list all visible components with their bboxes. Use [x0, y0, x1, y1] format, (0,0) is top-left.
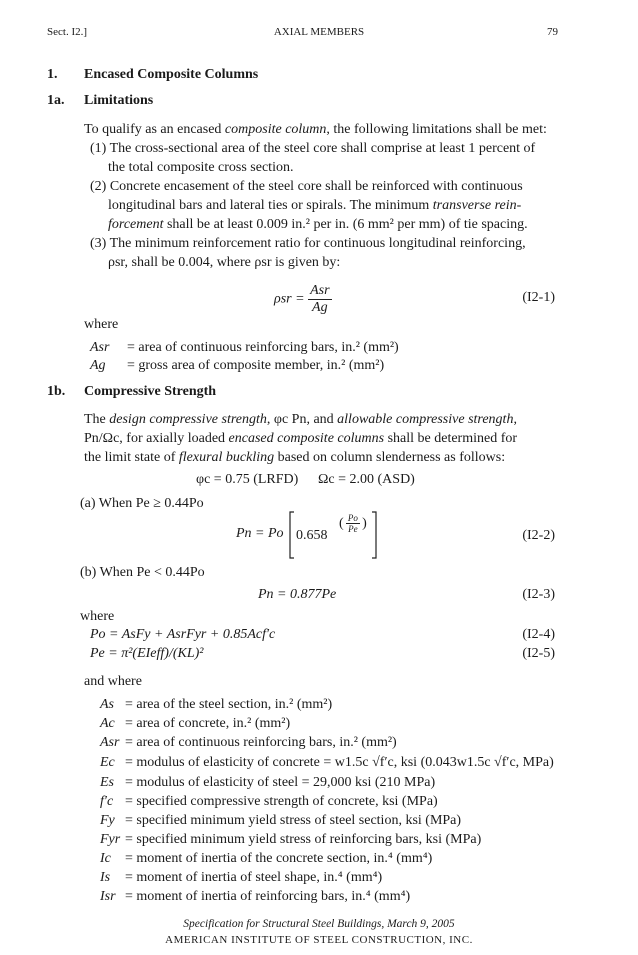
def-symbol: Ag	[90, 358, 106, 373]
fraction	[308, 283, 331, 316]
def-text: = gross area of composite member, in.² (mm²)	[127, 358, 385, 373]
paren-right: )	[362, 515, 367, 531]
text-span: ,	[513, 412, 517, 427]
subsection-number: 1b.	[47, 384, 66, 399]
def-symbol: Fyr	[100, 832, 121, 847]
def-symbol: Isr	[100, 889, 116, 904]
equation-i2-1	[274, 283, 332, 316]
def-text: = area of continuous reinforcing bars, in.² (mm²)	[127, 340, 399, 355]
where-label: where	[84, 317, 119, 332]
limitation-item-1-cont: the total composite cross section.	[108, 160, 294, 175]
def-text: = area of concrete, in.² (mm²)	[125, 716, 291, 731]
section-title: Encased Composite Columns	[84, 67, 259, 82]
limitation-item-2: (2) Concrete encasement of the steel core shall be reinforced with continuous	[90, 179, 523, 194]
strength-para-line1	[84, 410, 517, 429]
equation-number: (I2-2)	[522, 528, 555, 543]
def-text: = specified compressive strength of concrete, ksi (MPa)	[125, 794, 438, 809]
running-head-section: Sect. I2.]	[47, 26, 88, 38]
def-text: = area of the steel section, in.² (mm²)	[125, 697, 333, 712]
subsection-number: 1a.	[47, 93, 65, 108]
eq2-base: 0.658	[296, 528, 328, 543]
equation-i2-4: Po = AsFy + AsrFyr + 0.85Acf′c	[90, 627, 276, 642]
equation-i2-5: Pe = π²(EIeff)/(KL)²	[90, 646, 204, 661]
limitation-item-3: (3) The minimum reinforcement ratio for continuous longitudinal reinforcing,	[90, 236, 526, 251]
text-span: based on column slenderness as follows:	[274, 450, 506, 465]
def-symbol: Es	[100, 775, 114, 790]
fraction-denominator: Ag	[312, 300, 328, 315]
def-symbol: f′c	[100, 794, 114, 809]
strength-para-line3	[84, 448, 505, 467]
term: encased composite columns	[228, 431, 385, 446]
strength-para-line2	[84, 429, 517, 448]
def-text: = specified minimum yield stress of reinforcing bars, ksi (MPa)	[125, 832, 482, 847]
equation-number: (I2-3)	[522, 587, 555, 602]
fraction-numerator: Asr	[310, 283, 330, 298]
term: design compressive strength	[109, 412, 267, 427]
footer-publisher: AMERICAN INSTITUTE OF STEEL CONSTRUCTION, INC.	[165, 934, 473, 946]
limitation-item-2-cont2	[108, 215, 528, 234]
and-where-label: and where	[84, 674, 142, 689]
def-text: = moment of inertia of steel shape, in.⁴ (mm⁴)	[125, 870, 383, 885]
term: allowable compressive strength	[337, 412, 514, 427]
text-span: The	[84, 412, 110, 427]
exponent-fraction	[346, 513, 360, 534]
fraction-denominator: Pe	[348, 524, 358, 534]
text-span: shall be determined for	[384, 431, 518, 446]
equation-number: (I2-4)	[522, 627, 555, 642]
limitation-item-1: (1) The cross-sectional area of the steel core shall comprise at least 1 percent of	[90, 141, 536, 156]
text-span: the limit state of	[84, 450, 179, 465]
paren-left: (	[339, 515, 344, 531]
page-number: 79	[547, 26, 558, 38]
text-span: , the following limitations shall be met:	[326, 122, 547, 137]
text-span: To qualify as an encased	[84, 122, 225, 137]
def-symbol: Ec	[100, 755, 115, 770]
eq2-exponent	[339, 513, 367, 534]
term: flexural buckling	[178, 450, 275, 465]
subsection-title: Compressive Strength	[84, 384, 217, 399]
asd-factor: Ωc = 2.00 (ASD)	[318, 472, 415, 487]
def-symbol: As	[100, 697, 114, 712]
def-text: = specified minimum yield stress of steel section, ksi (MPa)	[125, 813, 462, 828]
equation-number: (I2-5)	[522, 646, 555, 661]
def-symbol: Is	[100, 870, 111, 885]
equation-i2-3: Pn = 0.877Pe	[258, 587, 337, 602]
def-text: = modulus of elasticity of concrete = w1.5c √f′c, ksi (0.043w1.5c √f′c, MPa)	[125, 755, 554, 770]
text-span: longitudinal bars and lateral ties or spirals. The minimum	[108, 198, 433, 213]
def-text: = modulus of elasticity of steel = 29,000 ksi (210 MPa)	[125, 775, 436, 790]
section-number: 1.	[47, 67, 58, 82]
footer-citation: Specification for Structural Steel Buildings, March 9, 2005	[183, 918, 455, 930]
equation-lhs: ρsr =	[274, 291, 305, 307]
equation-number: (I2-1)	[522, 290, 555, 305]
def-text: = moment of inertia of reinforcing bars, in.⁴ (mm⁴)	[125, 889, 411, 904]
def-symbol: Asr	[100, 735, 120, 750]
term: composite column	[224, 122, 327, 137]
text-span: Pn/Ωc, for axially loaded	[84, 431, 229, 446]
eq2-lhs: Pn = Po	[236, 526, 284, 541]
def-text: = area of continuous reinforcing bars, in.² (mm²)	[125, 735, 397, 750]
subsection-title: Limitations	[84, 93, 154, 108]
def-symbol: Asr	[90, 340, 110, 355]
def-symbol: Ic	[100, 851, 111, 866]
text-span: shall be at least 0.009 in.² per in. (6 mm² per mm) of tie spacing.	[163, 217, 528, 232]
limitation-item-2-cont	[108, 196, 521, 215]
where-label: where	[80, 609, 115, 624]
fraction-numerator: Po	[347, 513, 358, 523]
def-text: = moment of inertia of the concrete section, in.⁴ (mm⁴)	[125, 851, 433, 866]
limitation-item-3-cont: ρsr, shall be 0.004, where ρsr is given by:	[108, 255, 341, 270]
limitations-intro	[84, 120, 547, 139]
term: transverse rein-	[432, 198, 522, 213]
lrfd-factor: φc = 0.75 (LRFD)	[196, 472, 299, 487]
running-head-title: AXIAL MEMBERS	[273, 26, 365, 38]
term: forcement	[108, 217, 164, 232]
def-symbol: Fy	[100, 813, 115, 828]
text-span: , φc Pn, and	[266, 412, 338, 427]
case-b: (b) When Pe < 0.44Po	[80, 565, 205, 580]
def-symbol: Ac	[100, 716, 115, 731]
case-a: (a) When Pe ≥ 0.44Po	[80, 496, 204, 511]
